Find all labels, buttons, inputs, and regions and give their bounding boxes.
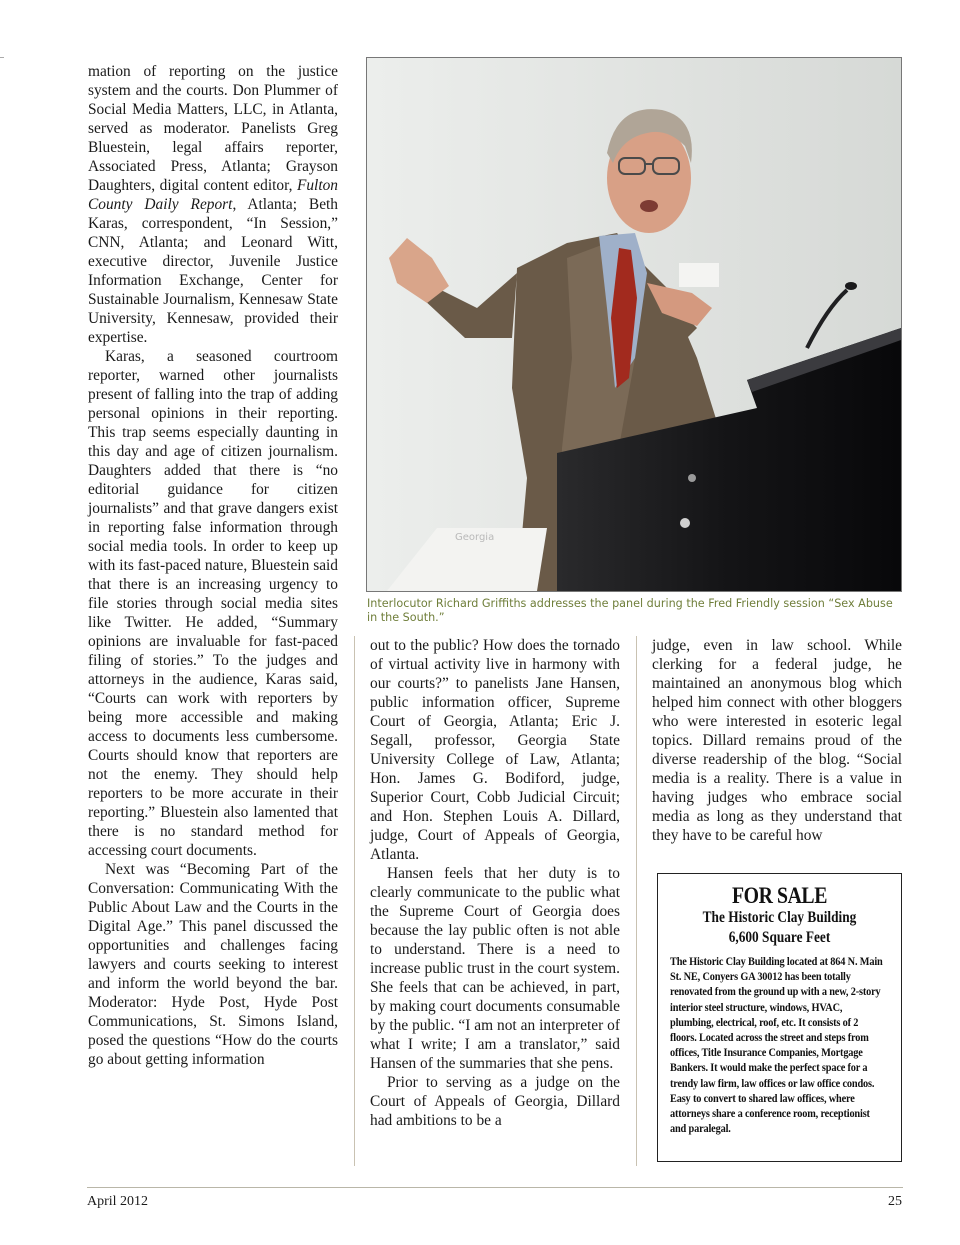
article-column-middle <box>370 636 620 1130</box>
paragraph: judge, even in law school. While clerking for a federal judge, he maintained an anonymous blog which helped him connect with other bloggers who were interested in esoteric legal topics. Dillard remains proud of the diverse readership of the blog. “Social media is a reality. There is a value in having judges who embrace social media as long as they understand that they have to be careful how <box>652 637 902 844</box>
paragraph: Hansen feels that her duty is to clearly communicate to the public what the Supreme Court of Georgia does because the lay public often is not able to understand. There is a need to increase public trust in the court system. She feels that can be achieved, in part, by making court documents consumable by the public. “I am not an interpreter of what I write; I am a translator,” said Hansen of the summaries that she pens. <box>370 865 620 1072</box>
publication-name: Fulton County Daily Report <box>88 177 338 213</box>
page-number: 25 <box>888 1194 902 1209</box>
ad-body: The Historic Clay Building located at 864 N. Main St. NE, Conyers GA 30012 has been totally renovated from the ground up with a new, 2-story interior steel structure, windows, HVAC, plumbing, electrical, roof, etc. It consists of 2 floors. Located across the street and steps from offices, Title Insurance Companies, Mortgage Bankers. It would make the perfect space for a trendy law firm, law offices or law office condos. Easy to convert to shared law offices, where attorneys share a conference room, receptionist and paralegal. <box>670 954 883 1136</box>
paragraph-text: , Atlanta; Beth Karas, correspondent, “In Session,” CNN, Atlanta; and Leonard Witt, executive director, Juvenile Justice Information Exchange, Center for Sustainable Journalism, Kennesaw State University, Kennesaw, provided their expertise. <box>88 196 338 346</box>
article-column-right <box>652 636 902 845</box>
ad-title: FOR SALE <box>732 883 827 908</box>
for-sale-advertisement <box>657 873 902 1162</box>
paragraph-text: mation of reporting on the justice system and the courts. Don Plummer of Social Media Matters, LLC, in Atlanta, served as moderator. Panelists Greg Bluestein, legal affairs reporter, Associated Press, Atlanta; Grayson Daughters, digital content editor, <box>88 63 338 194</box>
article-column-left <box>88 62 338 1069</box>
paragraph <box>88 62 338 347</box>
paragraph: Next was “Becoming Part of the Conversation: Communicating With the Public About Law and the Courts in the Digital Age.” This panel discussed the opportunities and challenges facing lawyers and courts seeking to interest and inform the world beyond the bar. Moderator: Hyde Post, Hyde Post Communications, St. Simons Island, posed the questions “How do the courts go about getting information <box>88 861 338 1068</box>
column-divider <box>636 636 637 1166</box>
page-edge-mark <box>0 57 4 58</box>
issue-date: April 2012 <box>87 1194 149 1209</box>
footer-rule <box>87 1187 903 1188</box>
column-divider <box>354 636 355 1166</box>
photo-illustration <box>367 58 901 591</box>
speaker-photo <box>366 57 902 592</box>
photo-caption: Interlocutor Richard Griffiths addresses the panel during the Fred Friendly session “Sex Abuse in the South.” <box>367 597 893 624</box>
paragraph: Karas, a seasoned courtroom reporter, warned other journalists present of falling into the trap of adding personal opinions in their reporting. This trap seems especially daunting in this day and age of citizen journalism. Daughters added that there is “no editorial guidance for citizen journalists” and that grave dangers exist in reporting false information through social media tools. In order to keep up with its fast-paced nature, Bluestein said that there is an increasing urgency to file stories through social media sites like Twitter. He added, “Summary opinions are invaluable for fast-paced filing of stories.” To the judges and attorneys in the audience, Karas said, “Courts can work with reporters by being more accessible and making access to documents less cumbersome. Courts should know that reporters are not the enemy. They should help reporters to be more accurate in their reporting.” Bluestein also lamented that there is no standard method for accessing court documents. <box>88 348 338 859</box>
paragraph: out to the public? How does the tornado of virtual activity live in harmony with our courts?” to panelists Jane Hansen, public information officer, Supreme Court of Georgia, Atlanta; Eric J. Segall, professor, Georgia State University College of Law, Atlanta; Hon. James G. Bodiford, judge, Superior Court, Cobb Judicial Circuit; and Hon. Stephen Louis A. Dillard, judge, Court of Appeals of Georgia, Atlanta. <box>370 637 620 863</box>
paragraph: Prior to serving as a judge on the Court of Appeals of Georgia, Dillard had ambitions to be a <box>370 1074 620 1129</box>
placard-text: Georgia <box>455 532 495 543</box>
ad-square-feet: 6,600 Square Feet <box>728 929 831 946</box>
ad-subtitle: The Historic Clay Building <box>702 909 857 926</box>
